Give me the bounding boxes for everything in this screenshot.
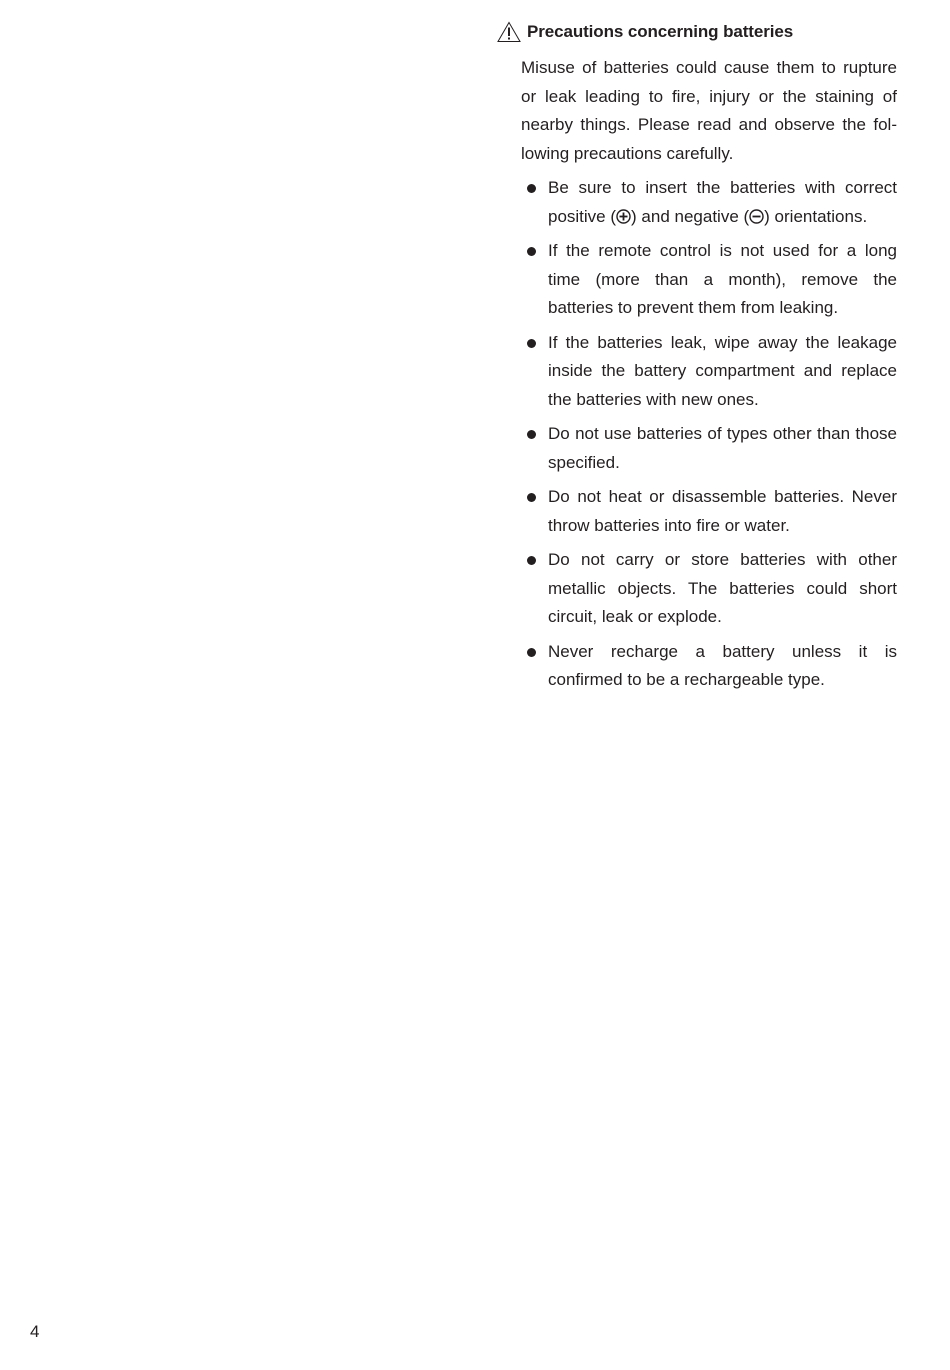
intro-paragraph: Misuse of batteries could cause them to rupture or leak leading to fire, injury or the staining of nearby things. Please read and observe the following precautions carefully. [521,58,897,163]
list-item-text: Do not heat or disassemble batteries. Never throw batteries into fire or water. [548,487,897,535]
bullet-icon [527,493,536,502]
list-item-text: If the remote control is not used for a long time (more than a month), remove the batteries to prevent them from leaking. [548,241,897,317]
section-title: Precautions concerning batteries [527,22,794,41]
bullet-icon [527,184,536,193]
bullet-icon [527,648,536,657]
battery-precautions-section [497,20,897,701]
list-item [521,174,897,231]
list-item-text: Do not use batteries of types other than those specified. [548,424,897,472]
list-item [521,546,897,632]
precautions-list [521,174,897,695]
list-item-text: Do not carry or store batteries with other metallic objects. The batteries could short circuit, leak or explode. [548,550,897,626]
list-item-text: Never recharge a battery unless it is confirmed to be a rechargeable type. [548,641,897,689]
bullet-icon [527,247,536,256]
bullet-icon [527,430,536,439]
minus-circle-icon [749,205,764,220]
plus-circle-icon [616,205,631,220]
page-number: 4 [30,1322,40,1341]
list-item [521,329,897,415]
warning-triangle-icon [497,21,521,43]
list-item [521,420,897,477]
list-item [521,638,897,695]
bullet-icon [527,339,536,348]
list-item-text: ) and negative ( [631,206,750,226]
list-item [521,483,897,540]
list-item-text: Be sure to insert the batteries with correct positive ( [548,178,897,226]
section-heading [497,20,897,44]
list-item-text: ) orientations. [764,206,868,226]
list-item [521,237,897,323]
bullet-icon [527,556,536,565]
list-item-text: If the batteries leak, wipe away the leakage inside the battery compartment and replace the batteries with new ones. [548,332,897,409]
